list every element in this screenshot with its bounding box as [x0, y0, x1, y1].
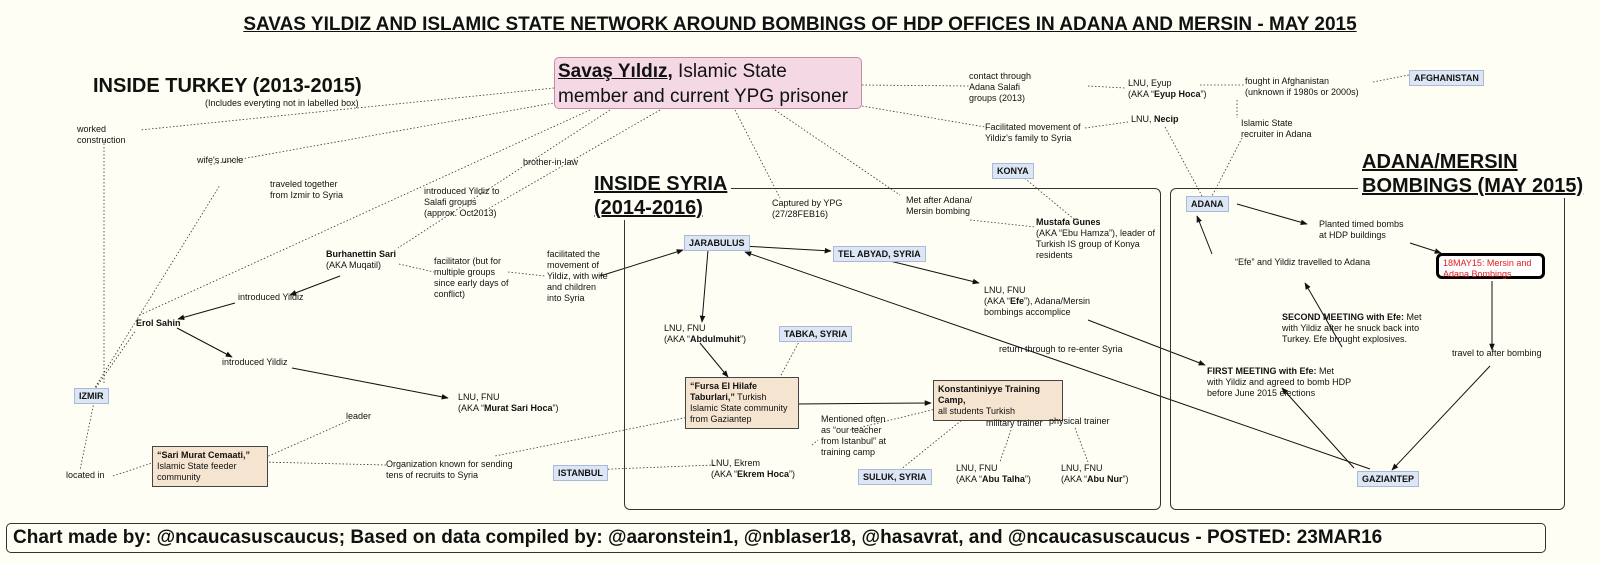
edge-label-line: Facilitated movement of [985, 122, 1081, 132]
label-physical-trainer [1049, 416, 1110, 427]
edge-label-line: tens of recruits to Syria [386, 470, 479, 480]
group-sari-murat-name: “Sari Murat Cemaati,” [157, 450, 251, 460]
person-ekrem-aka-pre: (AKA “ [711, 469, 738, 479]
label-recruiter [1241, 118, 1312, 140]
connector-line [262, 420, 350, 459]
group-sari-murat-desc: Islamic State feeder community [157, 461, 237, 482]
connector-line [399, 264, 434, 272]
person-murat-aka-post: ”) [552, 403, 559, 413]
place-konya[interactable]: KONYA [992, 163, 1034, 179]
meeting-first[interactable] [1207, 366, 1351, 399]
person-eyup-aka-post: ”) [1200, 89, 1207, 99]
person-necip[interactable] [1131, 114, 1179, 125]
main-person-desc-b: member and current YPG prisoner [558, 86, 849, 107]
label-introduced-salafi [424, 186, 500, 219]
person-eyup[interactable] [1128, 78, 1207, 100]
edge-label-line: located in [66, 470, 105, 480]
edge-label-line: movement of [547, 260, 600, 270]
person-abdulmuhit-aka-post: ”) [740, 334, 747, 344]
person-eyup-aka-pre: (AKA “ [1128, 89, 1155, 99]
label-planted [1319, 219, 1404, 241]
main-person-name: Savaş Yıldız, [558, 61, 673, 82]
region-bombings-title-line1: ADANA/MERSIN [1362, 151, 1518, 173]
region-syria-title [590, 172, 731, 220]
connector-line [86, 185, 220, 402]
label-efe-travelled [1235, 257, 1370, 268]
meeting-second[interactable] [1282, 312, 1422, 345]
label-introduced-2 [222, 357, 288, 368]
edge-label-line: Captured by YPG [772, 198, 843, 208]
edge-label-line: Mersin bombing [906, 206, 971, 216]
person-murat-aka: Murat Sari Hoca [484, 403, 553, 413]
connector-line [140, 110, 590, 315]
edge-label-line: from Izmir to Syria [270, 190, 344, 200]
person-abu-nur[interactable] [1061, 463, 1129, 485]
person-abdulmuhit-aka-pre: (AKA “ [664, 334, 691, 344]
person-abu-nur-aka-pre: (AKA “ [1061, 474, 1088, 484]
place-adana[interactable]: ADANA [1186, 196, 1229, 212]
person-abu-talha[interactable] [956, 463, 1031, 485]
label-introduced-1 [238, 292, 304, 303]
group-konstantiniyye-desc: all students Turkish [938, 406, 1016, 416]
edge-label-line: Met after Adana/ [906, 195, 973, 205]
region-bombings-title-line2: BOMBINGS (MAY 2015) [1362, 175, 1584, 197]
edge-label-line: (approx. Oct2013) [424, 208, 497, 218]
connector-line [1088, 86, 1125, 88]
person-burhanettin-aka: (AKA Muqatil) [326, 260, 382, 270]
group-fursa-name: “Fursa El Hilafe Taburlari,” [690, 381, 758, 402]
edge-label-line: into Syria [547, 293, 585, 303]
group-konstantiniyye[interactable] [933, 380, 1063, 421]
diagram-title: SAVAS YILDIZ AND ISLAMIC STATE NETWORK AROUND BOMBINGS OF HDP OFFICES IN ADANA AND MERSIN - MAY 2015 [243, 14, 1357, 35]
person-efe-aka: Efe [1010, 296, 1025, 306]
label-contact [969, 71, 1031, 104]
edge-label-line: fought in Afghanistan [1245, 76, 1330, 86]
edge-label-line: at HDP buildings [1319, 230, 1386, 240]
place-izmir[interactable]: IZMIR [74, 388, 109, 404]
label-organization [386, 459, 513, 481]
connector-line [262, 462, 386, 465]
label-facilitator [434, 256, 509, 300]
connector-line [1085, 122, 1128, 128]
person-abdulmuhit-name: LNU, FNU [664, 323, 706, 333]
connector-line [208, 100, 570, 165]
meeting-first-rest1: Met [1316, 366, 1335, 376]
person-abu-talha-aka: Abu Talha [982, 474, 1025, 484]
edge-label-line: introduced Yildiz to [424, 186, 500, 196]
connector-line [775, 110, 900, 195]
person-ekrem-aka: Ekrem Hoca [737, 469, 790, 479]
edge-label-line: conflict) [434, 289, 466, 299]
edge-label-line: as “our teacher [821, 425, 882, 435]
edge-label-line: brother-in-law [523, 157, 579, 167]
edge-label-line: introduced Yildiz [222, 357, 288, 367]
group-fursa-el-hilafe[interactable] [685, 377, 799, 429]
connector-line [862, 85, 969, 86]
edge-label-line: facilitator (but for [434, 256, 502, 266]
place-afghanistan[interactable]: AFGHANISTAN [1409, 70, 1484, 86]
place-gaziantep[interactable]: GAZIANTEP [1357, 471, 1419, 487]
region-bombings-title [1358, 150, 1587, 198]
group-fursa-desc: Turkish Islamic State community from Gaziantep [690, 392, 788, 424]
person-necip-name: Necip [1154, 114, 1179, 124]
edge-label-line: physical trainer [1049, 416, 1110, 426]
person-murat-aka-pre: (AKA “ [458, 403, 485, 413]
place-jarabulus[interactable]: JARABULUS [684, 235, 750, 251]
place-tel-abyad[interactable]: TEL ABYAD, SYRIA [833, 246, 926, 262]
person-ekrem-name: LNU, Ekrem [711, 458, 761, 468]
edge-label-line: contact through [969, 71, 1032, 81]
person-erol-sahin[interactable] [136, 318, 181, 329]
person-abdulmuhit-aka: Abdulmuhit [690, 334, 741, 344]
edge-label-line: groups (2013) [969, 93, 1026, 103]
person-mustafa-gunes[interactable] [1036, 217, 1155, 261]
label-traveled [270, 179, 343, 201]
label-return [999, 344, 1123, 355]
edge-label-line: recruiter in Adana [1241, 129, 1312, 139]
connector-line [1165, 127, 1202, 196]
arrow-line [178, 303, 235, 319]
main-person-desc-a: Islamic State [672, 61, 787, 82]
edge-label-line: Organization known for sending [386, 459, 513, 469]
label-facilitated-movement [547, 249, 608, 304]
meeting-second-bold: SECOND MEETING with Efe: [1282, 312, 1405, 322]
meeting-first-bold: FIRST MEETING with Efe: [1207, 366, 1317, 376]
connector-line [508, 272, 545, 276]
edge-label-line: facilitated the [547, 249, 601, 259]
edge-label-line: Yildiz's family to Syria [985, 133, 1072, 143]
edge-label-line: leader [346, 411, 372, 421]
meeting-first-line3: before June 2015 elections [1207, 388, 1316, 398]
label-wifes-uncle [197, 155, 243, 166]
person-murat-sari-hoca[interactable] [458, 392, 559, 414]
label-facilitated-family [985, 122, 1081, 144]
label-worked [77, 124, 126, 146]
edge-label-line: construction [77, 135, 126, 145]
connector-line [735, 110, 780, 198]
person-abu-talha-aka-pre: (AKA “ [956, 474, 983, 484]
label-mentioned [821, 414, 886, 458]
edge-label-line: worked [77, 124, 107, 134]
person-abu-talha-aka-post: ”) [1024, 474, 1031, 484]
meeting-second-line2: with Yildiz after he snuck back into [1282, 323, 1420, 333]
edge-label-line: training camp [821, 447, 876, 457]
edge-label-line: return through to re-enter Syria [999, 344, 1123, 354]
person-abdulmuhit[interactable] [664, 323, 746, 345]
connector-line [862, 106, 985, 127]
person-erol-name: Erol Sahin [136, 318, 181, 328]
node-savas-yildiz[interactable] [554, 57, 862, 109]
edge-label-line: Islamic State [1241, 118, 1293, 128]
meeting-first-line2: with Yildiz and agreed to bomb HDP [1207, 377, 1352, 387]
person-mustafa-line1: (AKA “Ebu Hamza”), leader of [1036, 228, 1156, 238]
person-efe[interactable] [984, 285, 1090, 318]
edge-label-line: and children [547, 282, 597, 292]
edge-label-line: traveled together [270, 179, 338, 189]
label-brother-in-law [523, 157, 578, 168]
arrow-line [292, 368, 448, 398]
region-turkey-subtitle: (Includes everyting not in labelled box) [205, 98, 359, 108]
place-istanbul[interactable]: ISTANBUL [553, 465, 608, 481]
person-efe-aka-pre: (AKA “ [984, 296, 1011, 306]
person-burhanettin-sari[interactable] [326, 249, 396, 271]
person-eyup-aka: Eyup Hoca [1154, 89, 1201, 99]
meeting-second-line3: Turkey. Efe brought explosives. [1282, 334, 1408, 344]
label-met-after [906, 195, 972, 217]
edge-label-line: “Efe” and Yildiz travelled to Adana [1235, 257, 1371, 267]
edge-label-line: Planted timed bombs [1319, 219, 1404, 229]
person-abu-talha-name: LNU, FNU [956, 463, 998, 473]
connector-line [113, 463, 152, 476]
connector-line [1373, 75, 1409, 82]
place-suluk[interactable]: SULUK, SYRIA [858, 469, 932, 485]
edge-label-line: military trainer [986, 418, 1043, 428]
edge-label-line: since early days of [434, 278, 509, 288]
region-turkey-title: INSIDE TURKEY (2013-2015) [89, 74, 366, 98]
edge-label-line: from Istanbul” at [821, 436, 887, 446]
person-eyup-name: LNU, Eyup [1128, 78, 1172, 88]
place-tabka[interactable]: TABKA, SYRIA [779, 326, 852, 342]
footer-credits: Chart made by: @ncaucasuscaucus; Based on data compiled by: @aaronstein1, @nblaser18, @hasavrat, and @ncaucasuscaucus - POSTED: 23MAR16 [6, 523, 1546, 553]
connector-line [398, 110, 610, 248]
label-located-in [66, 470, 105, 481]
person-efe-line3: bombings accomplice [984, 307, 1071, 317]
label-captured [772, 198, 842, 220]
person-burhanettin-name: Burhanettin Sari [326, 249, 397, 259]
edge-label-line: Yildiz, with wife [547, 271, 608, 281]
person-murat-name: LNU, FNU [458, 392, 500, 402]
person-mustafa-line3: residents [1036, 250, 1073, 260]
person-abu-nur-name: LNU, FNU [1061, 463, 1103, 473]
event-bombings[interactable]: 18MAY15: Mersin and Adana Bombings [1436, 253, 1545, 279]
edge-label-line: Adana Salafi [969, 82, 1021, 92]
person-ekrem-hoca[interactable] [711, 458, 795, 480]
person-efe-aka-post: ”), Adana/Mersin [1024, 296, 1091, 306]
group-sari-murat-cemaati[interactable] [152, 446, 268, 487]
label-military-trainer [986, 418, 1043, 429]
arrow-line [177, 328, 232, 357]
edge-label-line: travel to after bombing [1452, 348, 1542, 358]
edge-label-line: Mentioned often [821, 414, 886, 424]
label-travel-after [1452, 348, 1542, 359]
label-fought [1245, 76, 1359, 98]
person-abu-nur-aka-post: ”) [1122, 474, 1129, 484]
person-mustafa-line2: Turkish IS group of Konya [1036, 239, 1140, 249]
edge-label-line: Salafi groups [424, 197, 477, 207]
person-mustafa-name: Mustafa Gunes [1036, 217, 1101, 227]
meeting-second-rest1: Met [1404, 312, 1422, 322]
edge-label-line: (27/28FEB16) [772, 209, 829, 219]
person-efe-name: LNU, FNU [984, 285, 1026, 295]
edge-label-line: wife's uncle [197, 155, 244, 165]
person-ekrem-aka-post: ”) [789, 469, 796, 479]
edge-label-line: multiple groups [434, 267, 496, 277]
group-konstantiniyye-name: Konstantiniyye Training Camp, [938, 384, 1041, 405]
edge-label-line: introduced Yildiz [238, 292, 304, 302]
connector-line [80, 402, 94, 470]
person-abu-nur-aka: Abu Nur [1087, 474, 1123, 484]
edge-label-line: (unknown if 1980s or 2000s) [1245, 87, 1359, 97]
region-syria-title-line1: INSIDE SYRIA [594, 173, 728, 195]
person-necip-pre: LNU, [1131, 114, 1155, 124]
region-syria-title-line2: (2014-2016) [594, 197, 703, 219]
label-leader [346, 411, 371, 422]
